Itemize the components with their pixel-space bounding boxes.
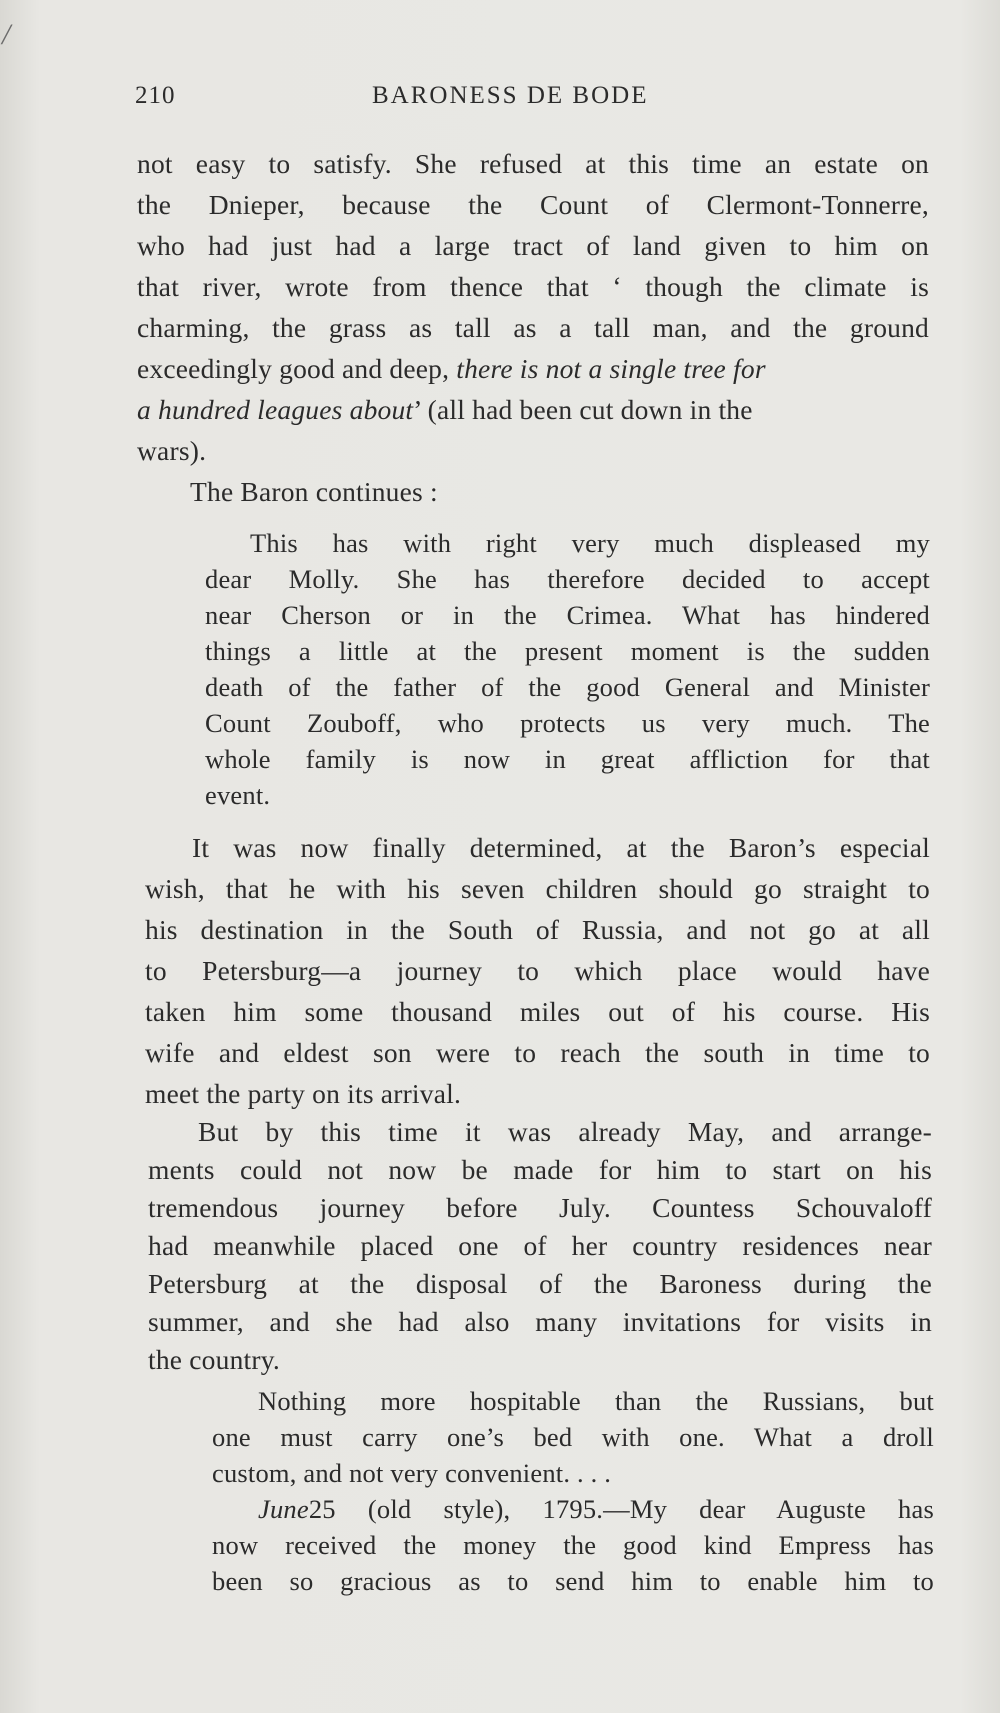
text-line: wish, that he with his seven children should go straight to <box>145 873 930 904</box>
text-line: The Baron continues : <box>190 476 438 507</box>
text-line: tremendous journey before July. Countess Schouvaloff <box>148 1192 932 1223</box>
text-line: the country. <box>148 1344 280 1375</box>
pencil-mark: / <box>2 18 11 51</box>
text-line <box>137 394 929 426</box>
quote-line: custom, and not very convenient. . . . <box>212 1458 612 1488</box>
italic-run: a hundred leagues about <box>137 394 414 425</box>
text-line: Petersburg at the disposal of the Baroness during the <box>148 1268 932 1299</box>
text-line: taken him some thousand miles out of his course. His <box>145 996 930 1027</box>
page-header <box>135 80 935 120</box>
text-line: charming, the grass as tall as a tall man, and the ground <box>137 312 929 343</box>
text-line: not easy to satisfy. She refused at this time an estate on <box>137 148 929 179</box>
text-line: wars). <box>137 435 207 466</box>
quote-line: been so gracious as to send him to enable him to <box>212 1566 934 1596</box>
quote-line: death of the father of the good General and Minister <box>205 672 930 702</box>
quote-line: whole family is now in great affliction for that <box>205 744 930 774</box>
text-line <box>137 353 929 385</box>
text-run: exceedingly good and deep, <box>137 353 457 384</box>
text-line: wife and eldest son were to reach the south in time to <box>145 1037 930 1068</box>
quote-line: things a little at the present moment is the sudden <box>205 636 930 666</box>
text-line: ments could not now be made for him to start on his <box>148 1154 932 1185</box>
quote-line: now received the money the good kind Empress has <box>212 1530 934 1560</box>
quote-line: near Cherson or in the Crimea. What has hindered <box>205 600 930 630</box>
quote-line <box>258 1494 934 1525</box>
text-line: had meanwhile placed one of her country residences near <box>148 1230 932 1261</box>
quote-line: dear Molly. She has therefore decided to accept <box>205 564 930 594</box>
quote-line: one must carry one’s bed with one. What a droll <box>212 1422 934 1452</box>
italic-run: June <box>258 1494 309 1524</box>
text-line: who had just had a large tract of land given to him on <box>137 230 929 261</box>
text-run: 25 (old style), 1795.—My dear Auguste has <box>308 1494 934 1524</box>
text-line: the Dnieper, because the Count of Clermont-Tonnerre, <box>137 189 929 220</box>
quote-line: Count Zouboff, who protects us very much. The <box>205 708 930 738</box>
text-line: meet the party on its arrival. <box>145 1078 462 1109</box>
page-number: 210 <box>135 82 176 109</box>
text-line: It was now finally determined, at the Baron’s especial <box>192 832 930 863</box>
text-line: to Petersburg—a journey to which place would have <box>145 955 930 986</box>
quote-line: Nothing more hospitable than the Russians, but <box>258 1386 934 1416</box>
text-line: summer, and she had also many invitations for visits in <box>148 1306 932 1337</box>
text-run: ’ (all had been cut down in the <box>413 394 753 425</box>
italic-run: there is not a single tree for <box>456 353 766 384</box>
text-line: But by this time it was already May, and arrange- <box>198 1116 932 1147</box>
quote-line: event. <box>205 780 271 810</box>
text-line: that river, wrote from thence that ‘ though the climate is <box>137 271 929 302</box>
text-line: his destination in the South of Russia, and not go at all <box>145 914 930 945</box>
quote-line: This has with right very much displeased my <box>250 528 930 558</box>
running-head: BARONESS DE BODE <box>372 82 649 109</box>
